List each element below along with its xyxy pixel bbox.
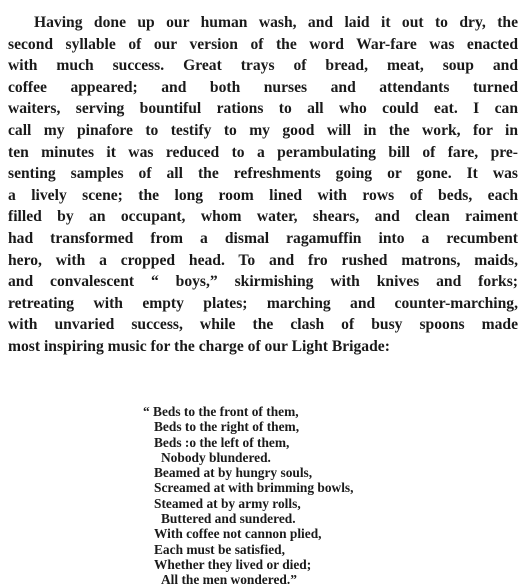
poem-stanza xyxy=(143,404,354,588)
prose-line: call my pinafore to testify to my good will in the work, for in xyxy=(8,121,518,139)
poem-line: With coffee not cannon plied, xyxy=(154,526,322,542)
poem-line: Screamed at with brimming bowls, xyxy=(154,480,354,496)
prose-line: second syllable of our version of the word War-fare was enacted xyxy=(8,35,518,53)
prose-line: filled by an occupant, whom water, shears, and clean raiment xyxy=(8,208,518,226)
prose-line: had transformed from a dismal ragamuffin into a recumbent xyxy=(8,229,518,247)
prose-line: a lively scene; the long room lined with rows of beds, each xyxy=(8,186,518,204)
prose-line: ten minutes it was reduced to a perambulating bill of fare, pre- xyxy=(8,143,518,161)
poem-line: Beds :o the left of them, xyxy=(154,434,290,450)
prose-paragraph xyxy=(8,12,518,358)
prose-line: waiters, serving bountiful rations to all who could eat. I can xyxy=(8,100,518,118)
prose-line: Having done up our human wash, and laid it out to dry, the xyxy=(34,14,518,31)
poem-line: “ Beds to the front of them, xyxy=(143,404,299,419)
prose-line: retreating with empty plates; marching and counter-marching, xyxy=(8,294,518,312)
poem-line: Beds to the right of them, xyxy=(154,419,300,435)
poem-line: Nobody blundered. xyxy=(161,449,271,465)
prose-line: with much success. Great trays of bread, meat, soup and xyxy=(8,57,518,75)
poem-line: Whether they lived or died; xyxy=(154,556,312,572)
prose-line: and convalescent “ boys,” skirmishing with knives and forks; xyxy=(8,273,518,291)
poem-line: Each must be satisfied, xyxy=(154,541,285,557)
poem-line: Steamed at by army rolls, xyxy=(154,495,301,511)
prose-line: coffee appeared; and both nurses and attendants turned xyxy=(8,78,518,96)
prose-line: with unvaried success, while the clash of busy spoons made xyxy=(8,316,518,334)
prose-line: senting samples of all the refreshments going or gone. It was xyxy=(8,165,518,183)
prose-line: hero, with a cropped head. To and fro rushed matrons, maids, xyxy=(8,251,518,269)
prose-line: most inspiring music for the charge of our Light Brigade: xyxy=(8,337,390,355)
poem-line: Beamed at by hungry souls, xyxy=(154,465,313,481)
poem-line: Buttered and sundered. xyxy=(161,511,296,527)
poem-line: All the men wondered.” xyxy=(161,572,297,588)
